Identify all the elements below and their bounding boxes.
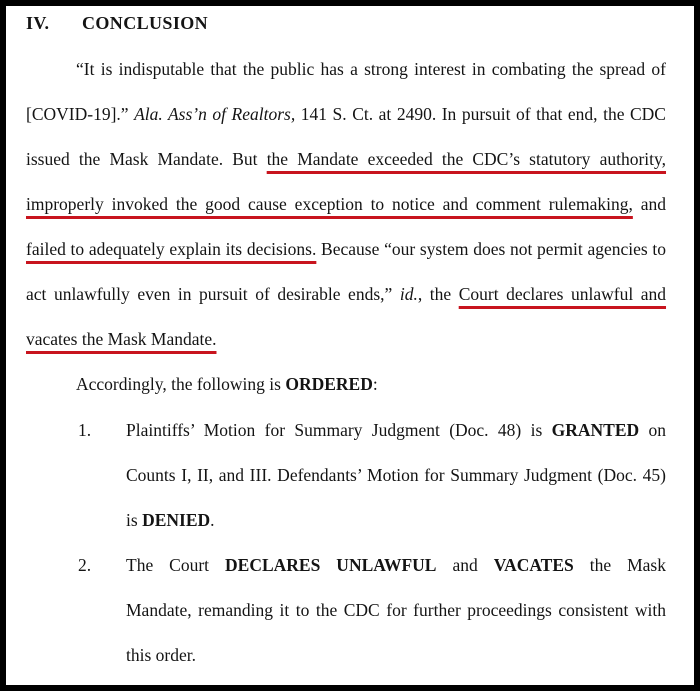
- id-citation: id.: [399, 284, 418, 304]
- section-number: IV.: [26, 13, 50, 33]
- ordered-line: [76, 373, 378, 395]
- underlined-text: vacates the Mask Mandate.: [26, 329, 217, 349]
- item-1-line-2: [126, 464, 666, 486]
- text-span: and: [632, 194, 666, 214]
- granted-bold: GRANTED: [551, 420, 640, 440]
- text-span: is: [126, 510, 143, 530]
- text-span: Mandate, remanding it to the CDC for further proceedings consistent with: [126, 600, 666, 620]
- text-span: the Mask: [573, 555, 666, 575]
- paragraph-line-3: [26, 148, 666, 170]
- case-citation: Ala. Ass’n of Realtors,: [134, 104, 296, 124]
- section-title: CONCLUSION: [82, 13, 209, 33]
- text-span: this order.: [126, 645, 196, 665]
- text-span: Accordingly, the following is: [76, 374, 286, 394]
- ordered-bold: ORDERED: [285, 374, 373, 394]
- document-page: [6, 6, 694, 685]
- paragraph-line-7: [26, 328, 216, 350]
- text-span: and: [436, 555, 494, 575]
- text-span: act unlawfully even in pursuit of desirable ends,”: [26, 284, 400, 304]
- underlined-text: the Mandate exceeded the CDC’s statutory authority,: [266, 149, 667, 169]
- paragraph-line-1: [76, 58, 666, 80]
- item-1-number: 1.: [78, 420, 92, 440]
- item-2-line-3: [126, 644, 196, 666]
- paragraph-line-4: [26, 193, 666, 215]
- denied-bold: DENIED: [142, 510, 211, 530]
- section-heading: [26, 12, 208, 34]
- underlined-text: Court declares unlawful and: [458, 284, 667, 304]
- paragraph-line-6: [26, 283, 666, 305]
- item-1-line-3: [126, 509, 215, 531]
- text-span: The Court: [126, 555, 226, 575]
- vacates-bold: VACATES: [493, 555, 574, 575]
- text-span: Plaintiffs’ Motion for Summary Judgment (Doc. 48) is: [126, 420, 552, 440]
- text-span: “It is indisputable that the public has a strong interest in combating the spread of: [76, 59, 666, 79]
- underlined-text: improperly invoked the good cause exception to notice and comment rulemaking,: [26, 194, 633, 214]
- text-span: Counts I, II, and III. Defendants’ Motion for Summary Judgment (Doc. 45): [126, 465, 666, 485]
- text-span: , the: [417, 284, 459, 304]
- declares-unlawful-bold: DECLARES UNLAWFUL: [225, 555, 437, 575]
- paragraph-line-2: [26, 103, 666, 125]
- text-span: issued the Mask Mandate. But: [26, 149, 267, 169]
- item-2-line-1: [126, 554, 666, 576]
- paragraph-line-5: [26, 238, 666, 260]
- item-2-number: 2.: [78, 555, 92, 575]
- item-2-line-2: [126, 599, 666, 621]
- text-span: 141 S. Ct. at 2490. In pursuit of that end, the CDC: [295, 104, 666, 124]
- text-span: Because “our system does not permit agencies to: [316, 239, 667, 259]
- item-1-line-1: [126, 419, 666, 441]
- text-span: .: [210, 510, 215, 530]
- text-span: :: [372, 374, 378, 394]
- underlined-text: failed to adequately explain its decisions.: [26, 239, 317, 259]
- text-span: on: [639, 420, 666, 440]
- text-span: [COVID-19].”: [26, 104, 135, 124]
